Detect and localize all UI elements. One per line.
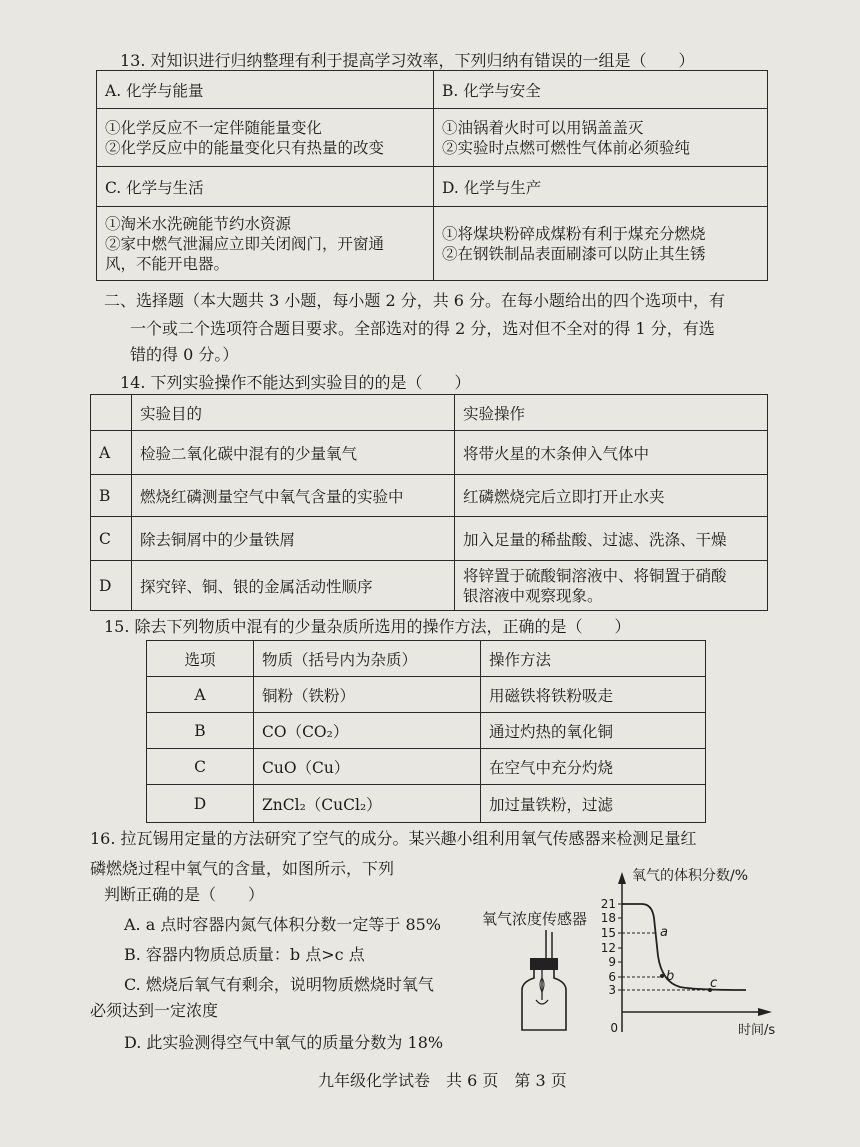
graph-x-label: 时间/s (738, 1023, 776, 1036)
q13-cell-b-title: B. 化学与安全 (434, 71, 768, 109)
table-row (147, 677, 706, 713)
q14-header-operation: 实验操作 (455, 395, 768, 431)
row-operation: 将带火星的木条伸入气体中 (455, 431, 768, 475)
oxygen-graph (596, 856, 780, 1036)
y-tick-label: 3 (608, 983, 616, 997)
q14-stem: 14. 下列实验操作不能达到实验目的的是（ ） (120, 373, 471, 392)
oxygen-curve (622, 904, 746, 990)
row-substance: CuO（Cu） (254, 749, 481, 785)
q14-header-blank (91, 395, 132, 431)
section2-line2: 一个或二个选项符合题目要求。全部选对的得 2 分，选对但不全对的得 1 分，有选 (130, 319, 715, 338)
q16-stem-line2: 磷燃烧过程中氧气的含量，如图所示，下列 (90, 859, 395, 878)
y-tick-label: 18 (600, 911, 616, 925)
q13-cell-d-title: D. 化学与生产 (434, 167, 768, 207)
row-label: B (91, 475, 132, 517)
q13-table (96, 70, 768, 281)
q16-stem-line1: 16. 拉瓦锡用定量的方法研究了空气的成分。某兴趣小组利用氧气传感器来检测足量红 (90, 829, 697, 848)
row-operation: 红磷燃烧完后立即打开止水夹 (455, 475, 768, 517)
q16-stem-line3: 判断正确的是（ ） (104, 885, 265, 904)
q16-option-a: A. a 点时容器内氮气体积分数一定等于 85% (124, 915, 442, 934)
table-row (91, 431, 768, 475)
text-line: ②实验时点燃可燃性气体前必须验纯 (442, 138, 691, 157)
sensor-label: 氧气浓度传感器 (482, 910, 588, 928)
row-label: D (91, 561, 132, 611)
row-method: 用磁铁将铁粉吸走 (481, 677, 706, 713)
row-substance: 铜粉（铁粉） (254, 677, 481, 713)
row-label: C (91, 517, 132, 561)
point-b-label: b (666, 969, 675, 984)
row-purpose: 燃烧红磷测量空气中氧气含量的实验中 (132, 475, 455, 517)
y-tick-label: 21 (600, 897, 616, 911)
combustion-spoon (536, 1000, 548, 1004)
q14-header-purpose: 实验目的 (132, 395, 455, 431)
table-row (147, 713, 706, 749)
q13-stem: 13. 对知识进行归纳整理有利于提高学习效率，下列归纳有错误的一组是（ ） (120, 51, 695, 70)
section2-line3: 错的得 0 分。） (130, 345, 239, 364)
y-axis-arrow (618, 872, 626, 884)
page-footer: 九年级化学试卷 共 6 页 第 3 页 (318, 1071, 567, 1090)
q13-cell-d-body (434, 207, 768, 281)
q16-option-c-cont: 必须达到一定浓度 (90, 1001, 219, 1020)
row-label: C (147, 749, 254, 785)
row-method: 加过量铁粉，过滤 (481, 785, 706, 823)
row-substance: CO（CO₂） (254, 713, 481, 749)
q15-stem: 15. 除去下列物质中混有的少量杂质所选用的操作方法，正确的是（ ） (104, 617, 631, 636)
bottle-stopper (530, 958, 558, 970)
row-operation (455, 561, 768, 611)
sensor-bottle-illustration (508, 928, 578, 1036)
y-ticks (601, 897, 622, 997)
text-line: ②化学反应中的能量变化只有热量的改变 (105, 138, 385, 157)
x-axis-arrow (758, 1008, 772, 1016)
table-row (91, 517, 768, 561)
table-row (91, 475, 768, 517)
point-b (660, 974, 664, 978)
y-tick-label: 12 (600, 941, 616, 955)
q13-cell-c-title: C. 化学与生活 (97, 167, 434, 207)
q15-header-option: 选项 (147, 641, 254, 677)
row-label: A (147, 677, 254, 713)
row-label: A (91, 431, 132, 475)
row-purpose: 检验二氧化碳中混有的少量氧气 (132, 431, 455, 475)
q15-table (146, 640, 706, 823)
graph-origin: 0 (610, 1021, 618, 1035)
text-line: ①淘米水洗碗能节约水资源 (105, 214, 292, 233)
q13-cell-a-title: A. 化学与能量 (97, 71, 434, 109)
q15-header-substance: 物质（括号内为杂质） (254, 641, 481, 677)
row-purpose: 探究锌、铜、银的金属活动性顺序 (132, 561, 455, 611)
table-row (91, 561, 768, 611)
row-label: B (147, 713, 254, 749)
section2-line1: 二、选择题（本大题共 3 小题，每小题 2 分，共 6 分。在每小题给出的四个选项中，有 (104, 291, 726, 310)
table-row (147, 749, 706, 785)
q14-table (90, 394, 768, 611)
q13-cell-c-body (97, 207, 434, 281)
text-line: ①将煤块粉碎成煤粉有利于煤充分燃烧 (442, 224, 706, 243)
table-row (147, 785, 706, 823)
text-line: ②家中燃气泄漏应立即关闭阀门，开窗通 (105, 234, 385, 253)
text-line: 风，不能开电器。 (105, 254, 230, 273)
bottle-outline (522, 970, 566, 1030)
y-tick-label: 6 (608, 970, 616, 984)
row-label: D (147, 785, 254, 823)
point-c-label: c (710, 976, 718, 991)
q13-cell-a-body (97, 109, 434, 167)
q15-header-method: 操作方法 (481, 641, 706, 677)
text-line: 银溶液中观察现象。 (463, 586, 603, 605)
y-tick-label: 15 (600, 926, 616, 940)
text-line: ①化学反应不一定伴随能量变化 (105, 118, 323, 137)
graph-y-label: 氧气的体积分数/% (632, 868, 749, 884)
row-substance: ZnCl₂（CuCl₂） (254, 785, 481, 823)
q16-option-c: C. 燃烧后氧气有剩余，说明物质燃烧时氧气 (124, 975, 434, 994)
y-tick-label: 9 (608, 955, 616, 969)
q16-option-b: B. 容器内物质总质量：b 点>c 点 (124, 945, 365, 964)
text-line: ②在钢铁制品表面刷漆可以防止其生锈 (442, 244, 706, 263)
text-line: 将锌置于硫酸铜溶液中、将铜置于硝酸 (463, 566, 727, 585)
text-line: ①油锅着火时可以用锅盖盖灭 (442, 118, 644, 137)
row-purpose: 除去铜屑中的少量铁屑 (132, 517, 455, 561)
point-a-label: a (660, 925, 668, 940)
row-method: 通过灼热的氧化铜 (481, 713, 706, 749)
q13-cell-b-body (434, 109, 768, 167)
row-method: 在空气中充分灼烧 (481, 749, 706, 785)
row-operation: 加入足量的稀盐酸、过滤、洗涤、干燥 (455, 517, 768, 561)
q16-option-d: D. 此实验测得空气中氧气的质量分数为 18% (124, 1033, 444, 1052)
